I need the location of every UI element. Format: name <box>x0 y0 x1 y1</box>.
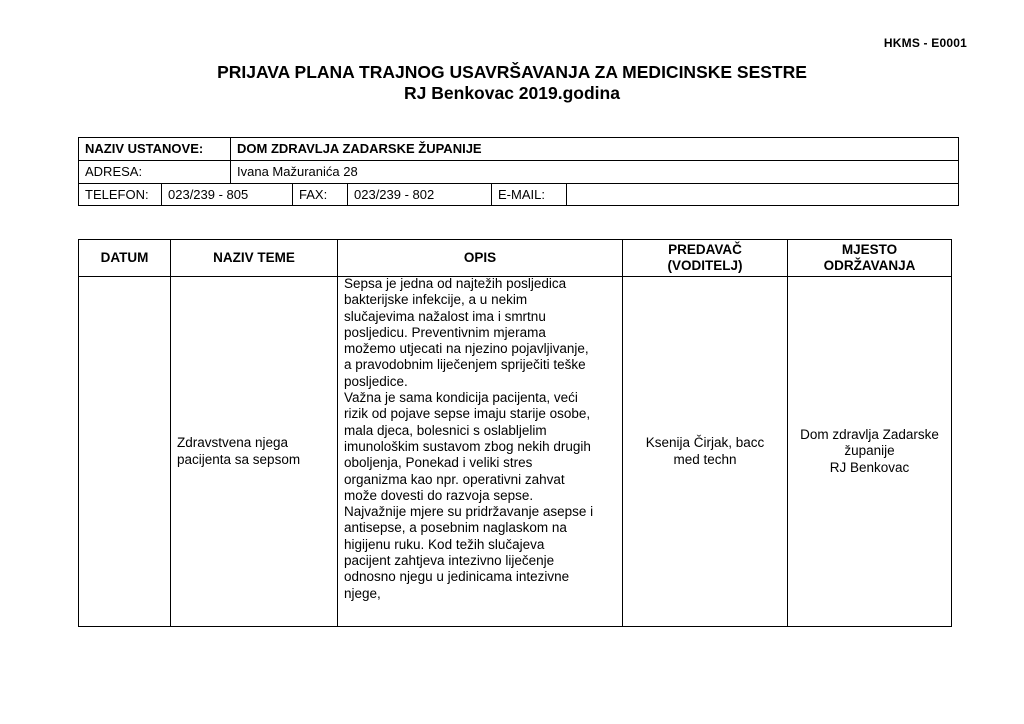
tema-line: pacijenta sa sepsom <box>177 451 301 467</box>
address-value: Ivana Mažuranića 28 <box>230 161 358 183</box>
cell-tema <box>177 277 335 626</box>
opis-line: organizma kao npr. operativni zahvat <box>344 471 565 487</box>
institution-info-box <box>78 137 959 206</box>
phone-label: TELEFON: <box>85 187 149 202</box>
header-mjesto <box>788 240 951 276</box>
header-mjesto-label: MJESTO <box>841 242 898 257</box>
header-naziv-teme <box>171 240 337 276</box>
header-predavac <box>623 240 787 276</box>
page-subtitle: RJ Benkovac 2019.godina <box>404 83 620 103</box>
fax-value: 023/239 - 802 <box>347 184 491 205</box>
predavac-line: med techn <box>673 451 737 467</box>
opis-line: pacijent zahtjeva intezivno liječenje <box>344 553 555 569</box>
opis-line: Važna je sama kondicija pacijenta, veći <box>344 390 578 406</box>
opis-line: možemo utjecati na njezino pojavljivanje, <box>344 341 589 357</box>
opis-line: Sepsa je jedna od najtežih posljedica <box>344 276 567 291</box>
mjesto-line: RJ Benkovac <box>829 459 910 475</box>
tema-line: Zdravstvena njega <box>177 435 289 450</box>
opis-line: rizik od pojave sepse imaju starije osobe, <box>344 406 591 422</box>
email-label: E-MAIL: <box>491 184 566 205</box>
opis-line: posljedicu. Preventivnim mjerama <box>344 324 546 340</box>
mjesto-line: Dom zdravlja Zadarske <box>800 426 939 442</box>
opis-line: slučajevima nažalost ima i smrtnu <box>344 308 546 324</box>
institution-name-label: NAZIV USTANOVE: <box>85 141 204 156</box>
mjesto-line: županije <box>844 443 895 459</box>
form-code: HKMS - E0001 <box>883 36 967 50</box>
header-mjesto-sublabel: ODRŽAVANJA <box>823 258 916 273</box>
cell-mjesto <box>788 277 951 626</box>
opis-line: oboljenja, Ponekad i veliki stres <box>344 455 533 471</box>
header-datum-label: DATUM <box>100 250 149 265</box>
header-naziv-teme-label: NAZIV TEME <box>213 250 295 265</box>
header-opis <box>338 240 622 276</box>
cell-datum <box>79 277 170 626</box>
institution-name-row <box>79 138 958 161</box>
institution-name-value: DOM ZDRAVLJA ZADARSKE ŽUPANIJE <box>230 138 482 160</box>
opis-line: može dovesti do razvoja sepse. <box>344 487 534 503</box>
opis-line: imunološkim sustavom zbog nekih drugih <box>344 438 591 454</box>
header-predavac-label: PREDAVAČ <box>668 242 742 257</box>
opis-line: Najvažnije mjere su pridržavanje asepse i <box>344 504 594 520</box>
opis-line: antisepse, a posebnim naglaskom na <box>344 520 567 536</box>
opis-line: mala djeca, bolesnici s oslabljelim <box>344 422 547 438</box>
opis-line: odnosno njegu u jedinicama intezivne <box>344 569 570 585</box>
cell-predavac <box>623 277 787 626</box>
email-value <box>566 184 958 205</box>
opis-line: posljedice. <box>344 373 408 389</box>
education-plan-table <box>78 239 952 627</box>
contact-row <box>79 184 958 205</box>
header-datum <box>79 240 170 276</box>
fax-label: FAX: <box>292 184 347 205</box>
column-divider <box>170 240 171 626</box>
page-title: PRIJAVA PLANA TRAJNOG USAVRŠAVANJA ZA MEDICINSKE SESTRE <box>217 62 807 82</box>
predavac-line: Ksenija Čirjak, bacc <box>645 435 765 450</box>
opis-line: a pravodobnim liječenjem spriječiti teške <box>344 357 586 373</box>
opis-line: bakterijske infekcije, a u nekim <box>344 292 528 308</box>
address-row <box>79 161 958 184</box>
opis-line: njege, <box>344 585 381 601</box>
opis-line: higijenu ruku. Kod težih slučajeva <box>344 536 545 552</box>
header-predavac-sublabel: (VODITELJ) <box>667 258 743 273</box>
header-opis-label: OPIS <box>463 250 497 265</box>
phone-value: 023/239 - 805 <box>161 184 292 205</box>
column-divider <box>337 240 338 626</box>
address-label: ADRESA: <box>85 164 143 179</box>
cell-opis <box>344 276 619 602</box>
